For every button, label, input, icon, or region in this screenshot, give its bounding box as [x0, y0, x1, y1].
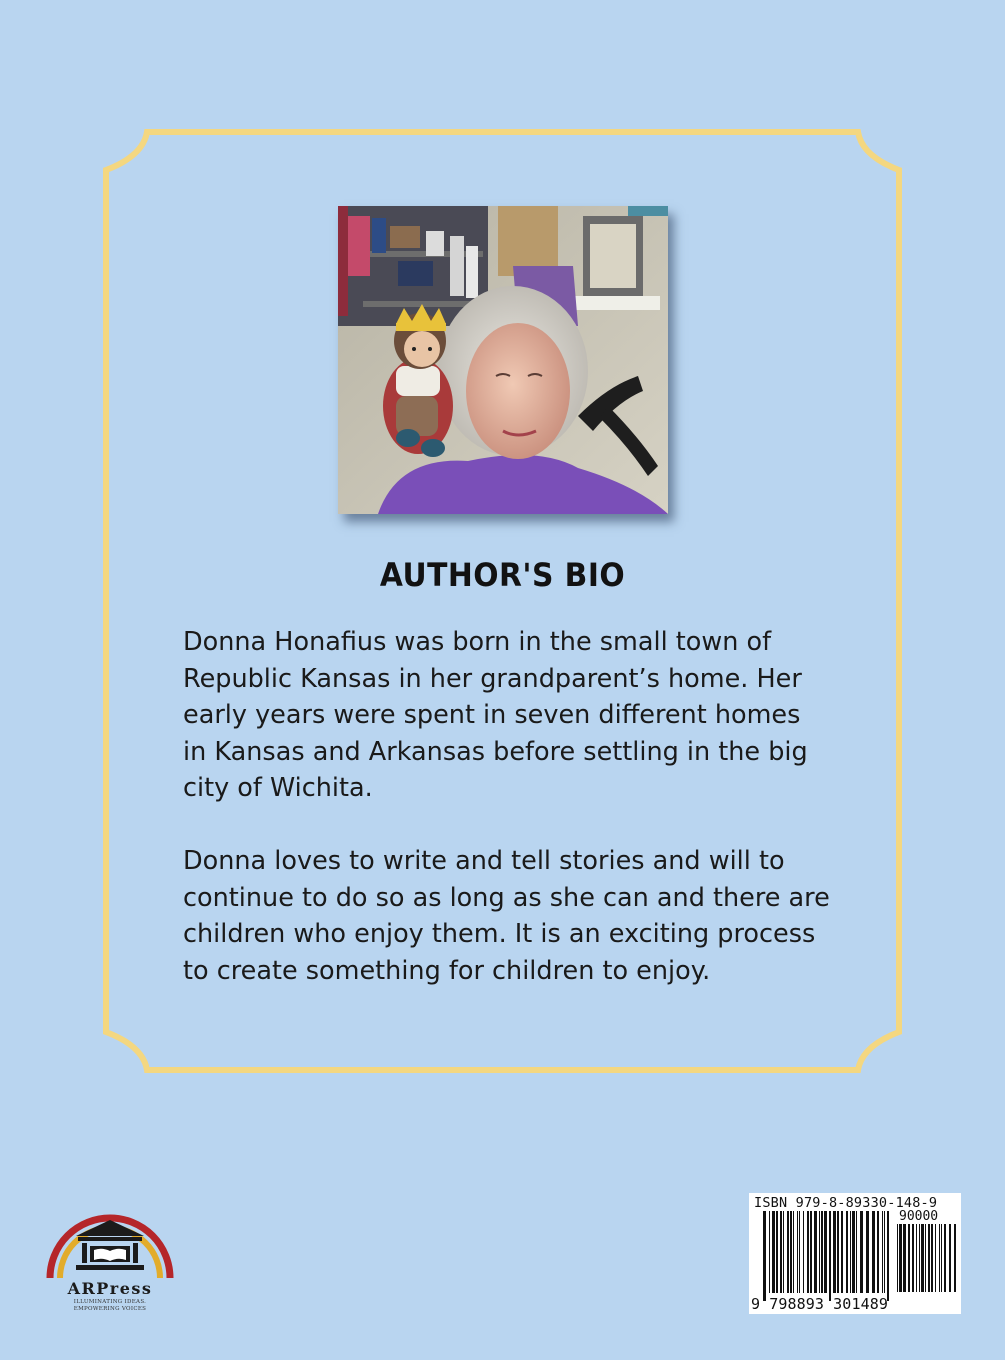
bio-paragraph-1: Donna Honafius was born in the small town of Republic Kansas in her grandparent’s home. Her early years were spent in seven different homes in Kansas and Arkansas before settling in the big city of Wichita.	[183, 627, 808, 803]
author-photo	[338, 206, 668, 514]
price-barcode-bars	[897, 1224, 957, 1300]
price-code: 90000	[899, 1209, 939, 1224]
isbn-barcode	[749, 1193, 961, 1314]
publisher-logo	[40, 1190, 180, 1320]
publisher-tagline	[40, 1299, 180, 1312]
barcode-digits: 9 798893 301489	[751, 1295, 888, 1313]
bio-title: AUTHOR'S BIO	[379, 556, 626, 594]
barcode-bars	[763, 1211, 891, 1301]
publisher-tagline-line-1: ILLUMINATING IDEAS.	[73, 1299, 147, 1305]
publisher-tagline-line-2: EMPOWERING VOICES	[73, 1305, 147, 1312]
bio-paragraph-2: Donna loves to write and tell stories and will to continue to do so as long as she can and there are children who enjoy them. It is an exciting process to create something for children to enjoy.	[183, 846, 830, 986]
isbn-label: ISBN 979-8-89330-148-9	[754, 1195, 938, 1211]
library-building-icon	[40, 1190, 180, 1280]
publisher-name: ARPress	[67, 1279, 153, 1298]
